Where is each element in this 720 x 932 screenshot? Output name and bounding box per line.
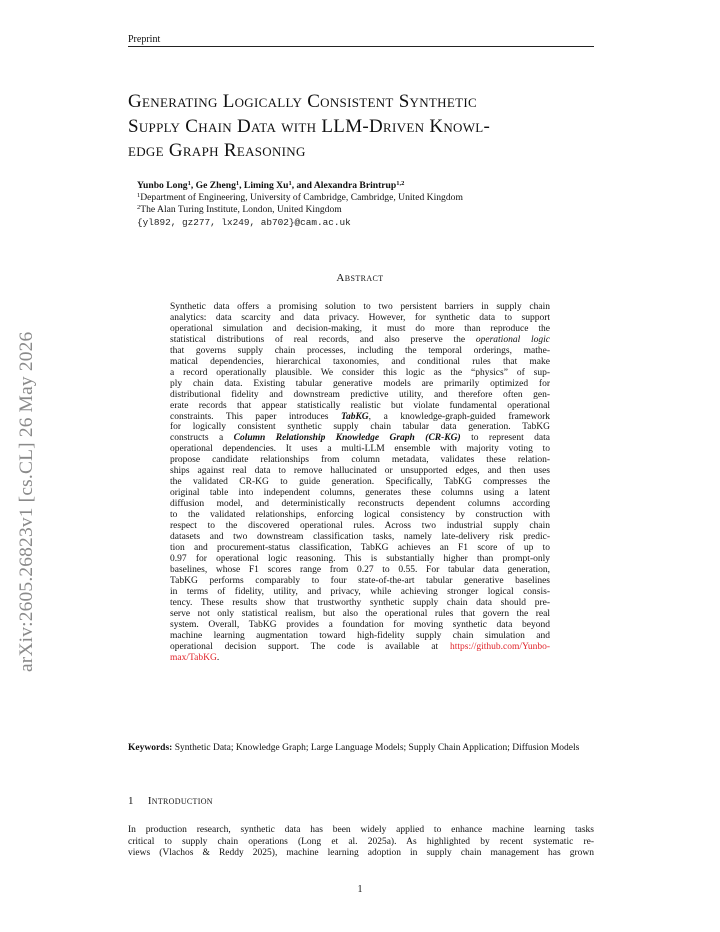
intro-line: In production research, synthetic data has been widely applied to enhance machine learning tasks: [128, 825, 594, 835]
abstract-line: baselines, whose F1 scores range from 0.27 to 0.55. For tabular data generation,: [170, 564, 550, 575]
abstract-line: ships against real data to remove hallucinated or unsupported edges, and then uses: [170, 466, 550, 477]
abstract-line: Synthetic data offers a promising solution to two persistent barriers in supply chain: [170, 302, 550, 312]
keywords-text: Synthetic Data; Knowledge Graph; Large Language Models; Supply Chain Application; Diffusion Models: [174, 743, 580, 753]
abstract-line: constructs a Column Relationship Knowledge Graph (CR-KG) to represent data: [170, 433, 550, 444]
abstract-line: distributional fidelity and downstream predictive utility, and therefore often gen-: [170, 389, 550, 400]
affiliation-mark: 2: [137, 204, 141, 212]
author-name: Alexandra Brintrup: [313, 180, 397, 191]
section-heading: [128, 795, 213, 807]
emphasis-tabkg: TabKG: [341, 411, 369, 422]
keywords-label: Keywords:: [128, 743, 173, 753]
abstract-line: serve not only statistical realism, but also the operational rules that govern the real: [170, 608, 550, 619]
abstract-line: operational simulation and decision-making, it must do more than reproduce the: [170, 323, 550, 334]
abstract-line: system. Overall, TabKG provides a foundation for moving synthetic data beyond: [170, 619, 550, 630]
abstract-line: in terms of fidelity, utility, and privacy, while achieving stronger logical consis-: [170, 586, 550, 597]
author-name: Liming Xu: [243, 180, 289, 191]
intro-line: critical to supply chain operations (Long et al. 2025a). As highlighted by recent systematic re-: [128, 836, 594, 847]
intro-line: views (Vlachos & Reddy 2025), machine learning adoption in supply chain management has grown: [128, 848, 594, 858]
title-line: edge Graph Reasoning: [128, 140, 306, 161]
paper-title: [128, 90, 598, 164]
abstract-line: propose candidate relationships from column metadata, validates these relation-: [170, 455, 550, 466]
abstract-line: a record operationally plausible. We consider this logic as the “physics” of sup-: [170, 367, 550, 378]
author-names: [137, 180, 463, 192]
abstract-line: max/TabKG.: [170, 652, 220, 663]
abstract-line: constraints. This paper introduces TabKG, a knowledge-graph-guided framework: [170, 411, 551, 422]
abstract-heading: Abstract: [336, 272, 384, 284]
abstract-line: tion and procurement-status classification, TabKG achieves an F1 score of up to: [170, 542, 550, 553]
section-title: Introduction: [147, 795, 213, 807]
author-affiliation-mark: 1: [288, 180, 292, 187]
author-and: and: [296, 180, 312, 191]
author-separator: ,: [190, 180, 196, 191]
arxiv-identifier-stamp: [6, 258, 62, 678]
abstract-line: matical dependencies, hierarchical taxonomies, and conditional rules that make: [170, 356, 550, 367]
abstract-line: the validated CR-KG to guide generation. Specifically, TabKG compresses the: [170, 477, 550, 488]
abstract-line: diffusion model, and deterministically reconstructs dependent columns according: [170, 499, 550, 510]
abstract-line: analytics: data scarcity and data privacy. However, for synthetic data to support: [170, 312, 550, 323]
abstract-body: [170, 302, 550, 663]
abstract-line: erate records that appear statistically realistic but violate fundamental operational: [170, 400, 550, 411]
abstract-line: TabKG performs comparably to four state-of-the-art tabular generative baselines: [170, 575, 550, 586]
author-affiliation-mark: 1: [187, 180, 191, 187]
affiliation-text: The Alan Turing Institute, London, United Kingdom: [140, 204, 342, 216]
affiliation-text: Department of Engineering, University of Cambridge, Cambridge, United Kingdom: [140, 192, 463, 204]
emphasis-operational-logic: operational logic: [475, 334, 551, 345]
author-affiliation-mark: 1,2: [396, 180, 405, 187]
affiliation: [137, 192, 463, 204]
author-name: Ge Zheng: [195, 180, 236, 191]
author-name: Yunbo Long: [137, 180, 188, 191]
keywords: [128, 743, 596, 755]
abstract-line: original table into independent columns, generates these columns using a latent: [170, 488, 550, 499]
author-separator: ,: [291, 180, 297, 191]
abstract-line: for logically consistent synthetic supply chain tabular data generation. TabKG: [170, 422, 550, 433]
affiliation: [137, 204, 463, 216]
code-repository-link-continued[interactable]: max/TabKG: [170, 652, 217, 663]
header-label: Preprint: [128, 34, 161, 45]
author-block: [137, 180, 463, 229]
abstract-line: tency. These results show that trustworthy synthetic supply chain data should pre-: [170, 597, 550, 608]
author-emails: {yl892, gz277, lx249, ab702}@cam.ac.uk: [137, 216, 351, 228]
abstract-line: that governs supply chain processes, including the temporal orderings, mathe-: [170, 345, 550, 356]
abstract-line: operational dependencies. It uses a multi-LLM ensemble with majority voting to: [170, 444, 550, 455]
abstract-line: machine learning augmentation toward high-fidelity supply chain simulation and: [170, 630, 550, 641]
abstract-line: datasets and two downstream classification tasks, namely late-delivery risk predic-: [170, 532, 550, 543]
code-repository-link[interactable]: https://github.com/Yunbo-: [449, 641, 550, 652]
page-number: 1: [357, 884, 363, 895]
title-line: Generating Logically Consistent Synthetic: [128, 91, 477, 112]
introduction-paragraph: [128, 825, 594, 860]
header-rule: [128, 46, 594, 47]
abstract-line: operational decision support. The code is available at https://github.com/Yunbo-: [170, 641, 550, 652]
abstract-line: respect to the discovered operational rules. Across two industrial supply chain: [170, 521, 550, 532]
abstract-line: ply chain data. Existing tabular generative models are primarily optimized for: [170, 378, 550, 389]
title-line: Supply Chain Data with LLM-Driven Knowl-: [128, 115, 491, 137]
section-number: 1: [128, 795, 134, 807]
abstract-line: statistical distributions of real records, and also preserve the operational logic: [170, 334, 551, 345]
abstract-line: to the validated relationships, enforcing logical consistency by construction with: [170, 510, 550, 521]
arxiv-identifier-text: arXiv:2605.26823v1 [cs.CL] 26 May 2026: [16, 331, 37, 672]
emphasis-crkg: Column Relationship Knowledge Graph (CR-KG): [233, 433, 461, 444]
affiliation-mark: 1: [137, 192, 141, 200]
author-affiliation-mark: 1: [235, 180, 240, 187]
abstract-line: 0.97 for operational logic reasoning. This is substantially higher than prompt-only: [170, 553, 550, 564]
author-separator: ,: [239, 180, 244, 191]
